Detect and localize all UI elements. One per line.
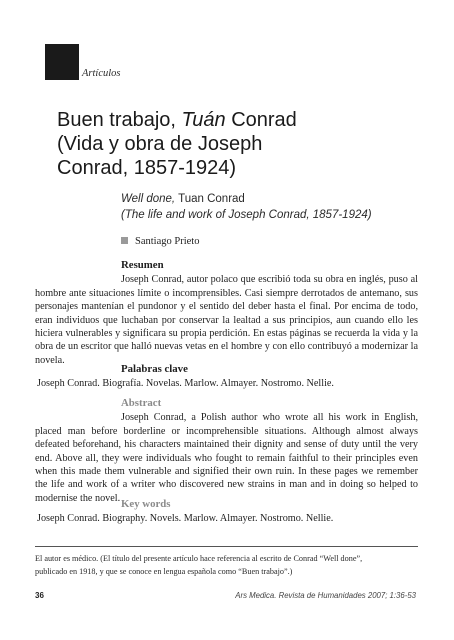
title-line-2: (Vida y obra de Joseph — [57, 133, 263, 155]
journal-citation: Ars Medica. Revista de Humanidades 2007; 1:36-53 — [235, 591, 416, 600]
page-number: 36 — [35, 591, 44, 600]
title-line-3: Conrad, 1857-1924) — [57, 157, 237, 179]
title-line-1-end: Conrad — [225, 109, 297, 131]
footnote — [35, 553, 435, 578]
abstract-heading: Abstract — [121, 397, 162, 409]
english-title-line-1-end: Tuan Conrad — [175, 193, 245, 205]
abstract-body: Joseph Conrad, a Polish author who wrote all his work in English, placed man before borderline or incomprehensible situations. Although almost always defeated beforehand, his characters maintained their dignity and sense of duty until the very end. Above all, they were individuals who fought to remain faithful to their principles even when this made them vulnerable and signified their own ruin. In these pages we remember the life and work of a writer who discovered new strains in man and in doing so helped to modernise the novel. — [35, 412, 418, 504]
key-words-section — [35, 498, 418, 526]
english-title-line-1 — [121, 192, 441, 208]
key-words-heading: Key words — [121, 498, 171, 510]
palabras-clave-heading: Palabras clave — [121, 363, 188, 375]
palabras-clave-body: Joseph Conrad. Biografía. Novelas. Marlow. Almayer. Nostromo. Nellie. — [37, 378, 334, 390]
resumen-body: Joseph Conrad, autor polaco que escribió toda su obra en inglés, puso al hombre ante situaciones límite o incomprensibles. Casi siempre derrotados de antemano, sus personajes mantenían el pundonor y el sentido del deber hasta el final. Por encima de todo, eran individuos que luchaban por conservar la lealtad a sus principios, aun cuando ello les hiciera vulnerables y significara su propia perdición. En estas páginas se recuerda la vida y la obra de un escritor que halló nuevas vetas en el hombre y con ello contribuyó a modernizar la novela. — [35, 274, 418, 366]
section-marker-block — [45, 44, 79, 80]
footnote-line-1: El autor es médico. (El título del presente artículo hace referencia al escrito de Conrad “Well done”, — [35, 554, 363, 563]
resumen-heading: Resumen — [121, 259, 164, 271]
author-line — [121, 236, 199, 247]
title-line-1 — [57, 108, 437, 132]
title-line-1-start: Buen trabajo, — [57, 109, 182, 131]
english-title — [121, 192, 441, 223]
resumen-section — [35, 259, 418, 367]
section-label: Artículos — [82, 68, 121, 79]
footnote-line-2: publicado en 1918, y que se conoce en lengua española como “Buen trabajo”.) — [35, 566, 293, 576]
article-title — [57, 108, 437, 180]
author-bullet-icon — [121, 237, 128, 244]
author-name: Santiago Prieto — [135, 236, 200, 247]
key-words-body: Joseph Conrad. Biography. Novels. Marlow. Almayer. Nostromo. Nellie. — [37, 513, 334, 525]
footnote-separator — [35, 546, 418, 547]
english-title-line-2: (The life and work of Joseph Conrad, 1857-1924) — [121, 208, 372, 221]
title-italic-word: Tuán — [181, 109, 226, 131]
abstract-section — [35, 397, 418, 505]
palabras-clave-section — [35, 363, 418, 391]
english-title-italic: Well done, — [121, 193, 176, 205]
